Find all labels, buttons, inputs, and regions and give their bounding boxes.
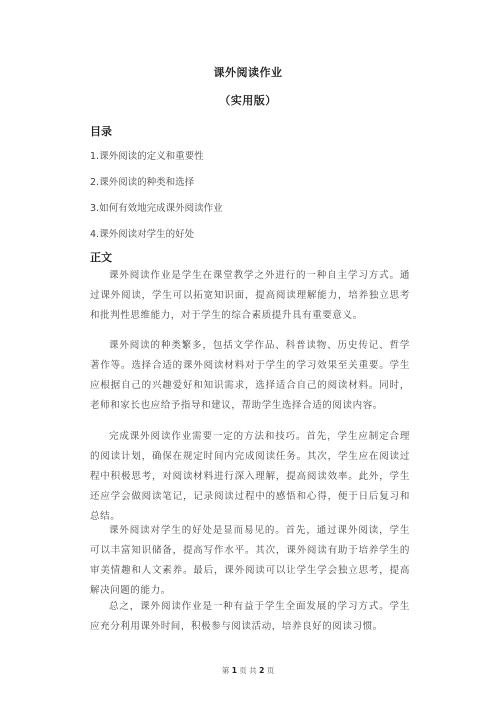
toc-heading: 目录 [90,125,112,138]
footer-current-page: 1 [231,666,237,675]
toc-item-4: 4.课外阅读对学生的好处 [90,229,195,240]
body-paragraph-5: 总之，课外阅读作业是一种有益于学生全面发展的学习方式。学生应充分利用课外时间，积极参与阅读活动，培养良好的阅读习惯。 [90,601,410,632]
body-heading: 正文 [90,251,112,264]
footer-total-pages: 2 [259,666,265,675]
footer-middle: 页 共 [239,666,257,675]
body-paragraph-1: 课外阅读作业是学生在课堂教学之外进行的一种自主学习方式。通过课外阅读，学生可以拓宽知识面，提高阅读理解能力，培养独立思考和批判性思维能力，对于学生的综合素质提升具有重要意义。 [90,270,410,321]
document-subtitle: （实用版） [219,94,277,107]
footer-suffix: 页 [266,666,275,675]
body-paragraph-4: 课外阅读对学生的好处是显而易见的。首先，通过课外阅读，学生可以丰富知识储备，提高写作水平。其次，课外阅读有助于培养学生的审美情趣和人文素养。最后，课外阅读可以让学生学会独立思考，提高解决问题的能力。 [90,525,410,596]
toc-item-1: 1.课外阅读的定义和重要性 [90,151,204,162]
document-title: 课外阅读作业 [213,66,283,79]
body-paragraph-2: 课外阅读的种类繁多，包括文学作品、科普读物、历史传记、哲学著作等。选择合适的课外阅读材料对于学生的学习效果至关重要。学生应根据自己的兴趣爱好和知识需求，选择适合自己的阅读材料。同时，老师和家长也应给予指导和建议，帮助学生选择合适的阅读内容。 [90,340,410,411]
body-paragraph-3: 完成课外阅读作业需要一定的方法和技巧。首先，学生应制定合理的阅读计划，确保在规定时间内完成阅读任务。其次，学生应在阅读过程中积极思考，对阅读材料进行深入理解，提高阅读效率。此外，学生还应学会做阅读笔记，记录阅读过程中的感悟和心得，便于日后复习和总结。 [90,431,410,522]
toc-item-2: 2.课外阅读的种类和选择 [90,177,195,188]
toc-item-3: 3.如何有效地完成课外阅读作业 [90,203,223,214]
page-footer [0,665,496,676]
footer-prefix: 第 [221,666,230,675]
